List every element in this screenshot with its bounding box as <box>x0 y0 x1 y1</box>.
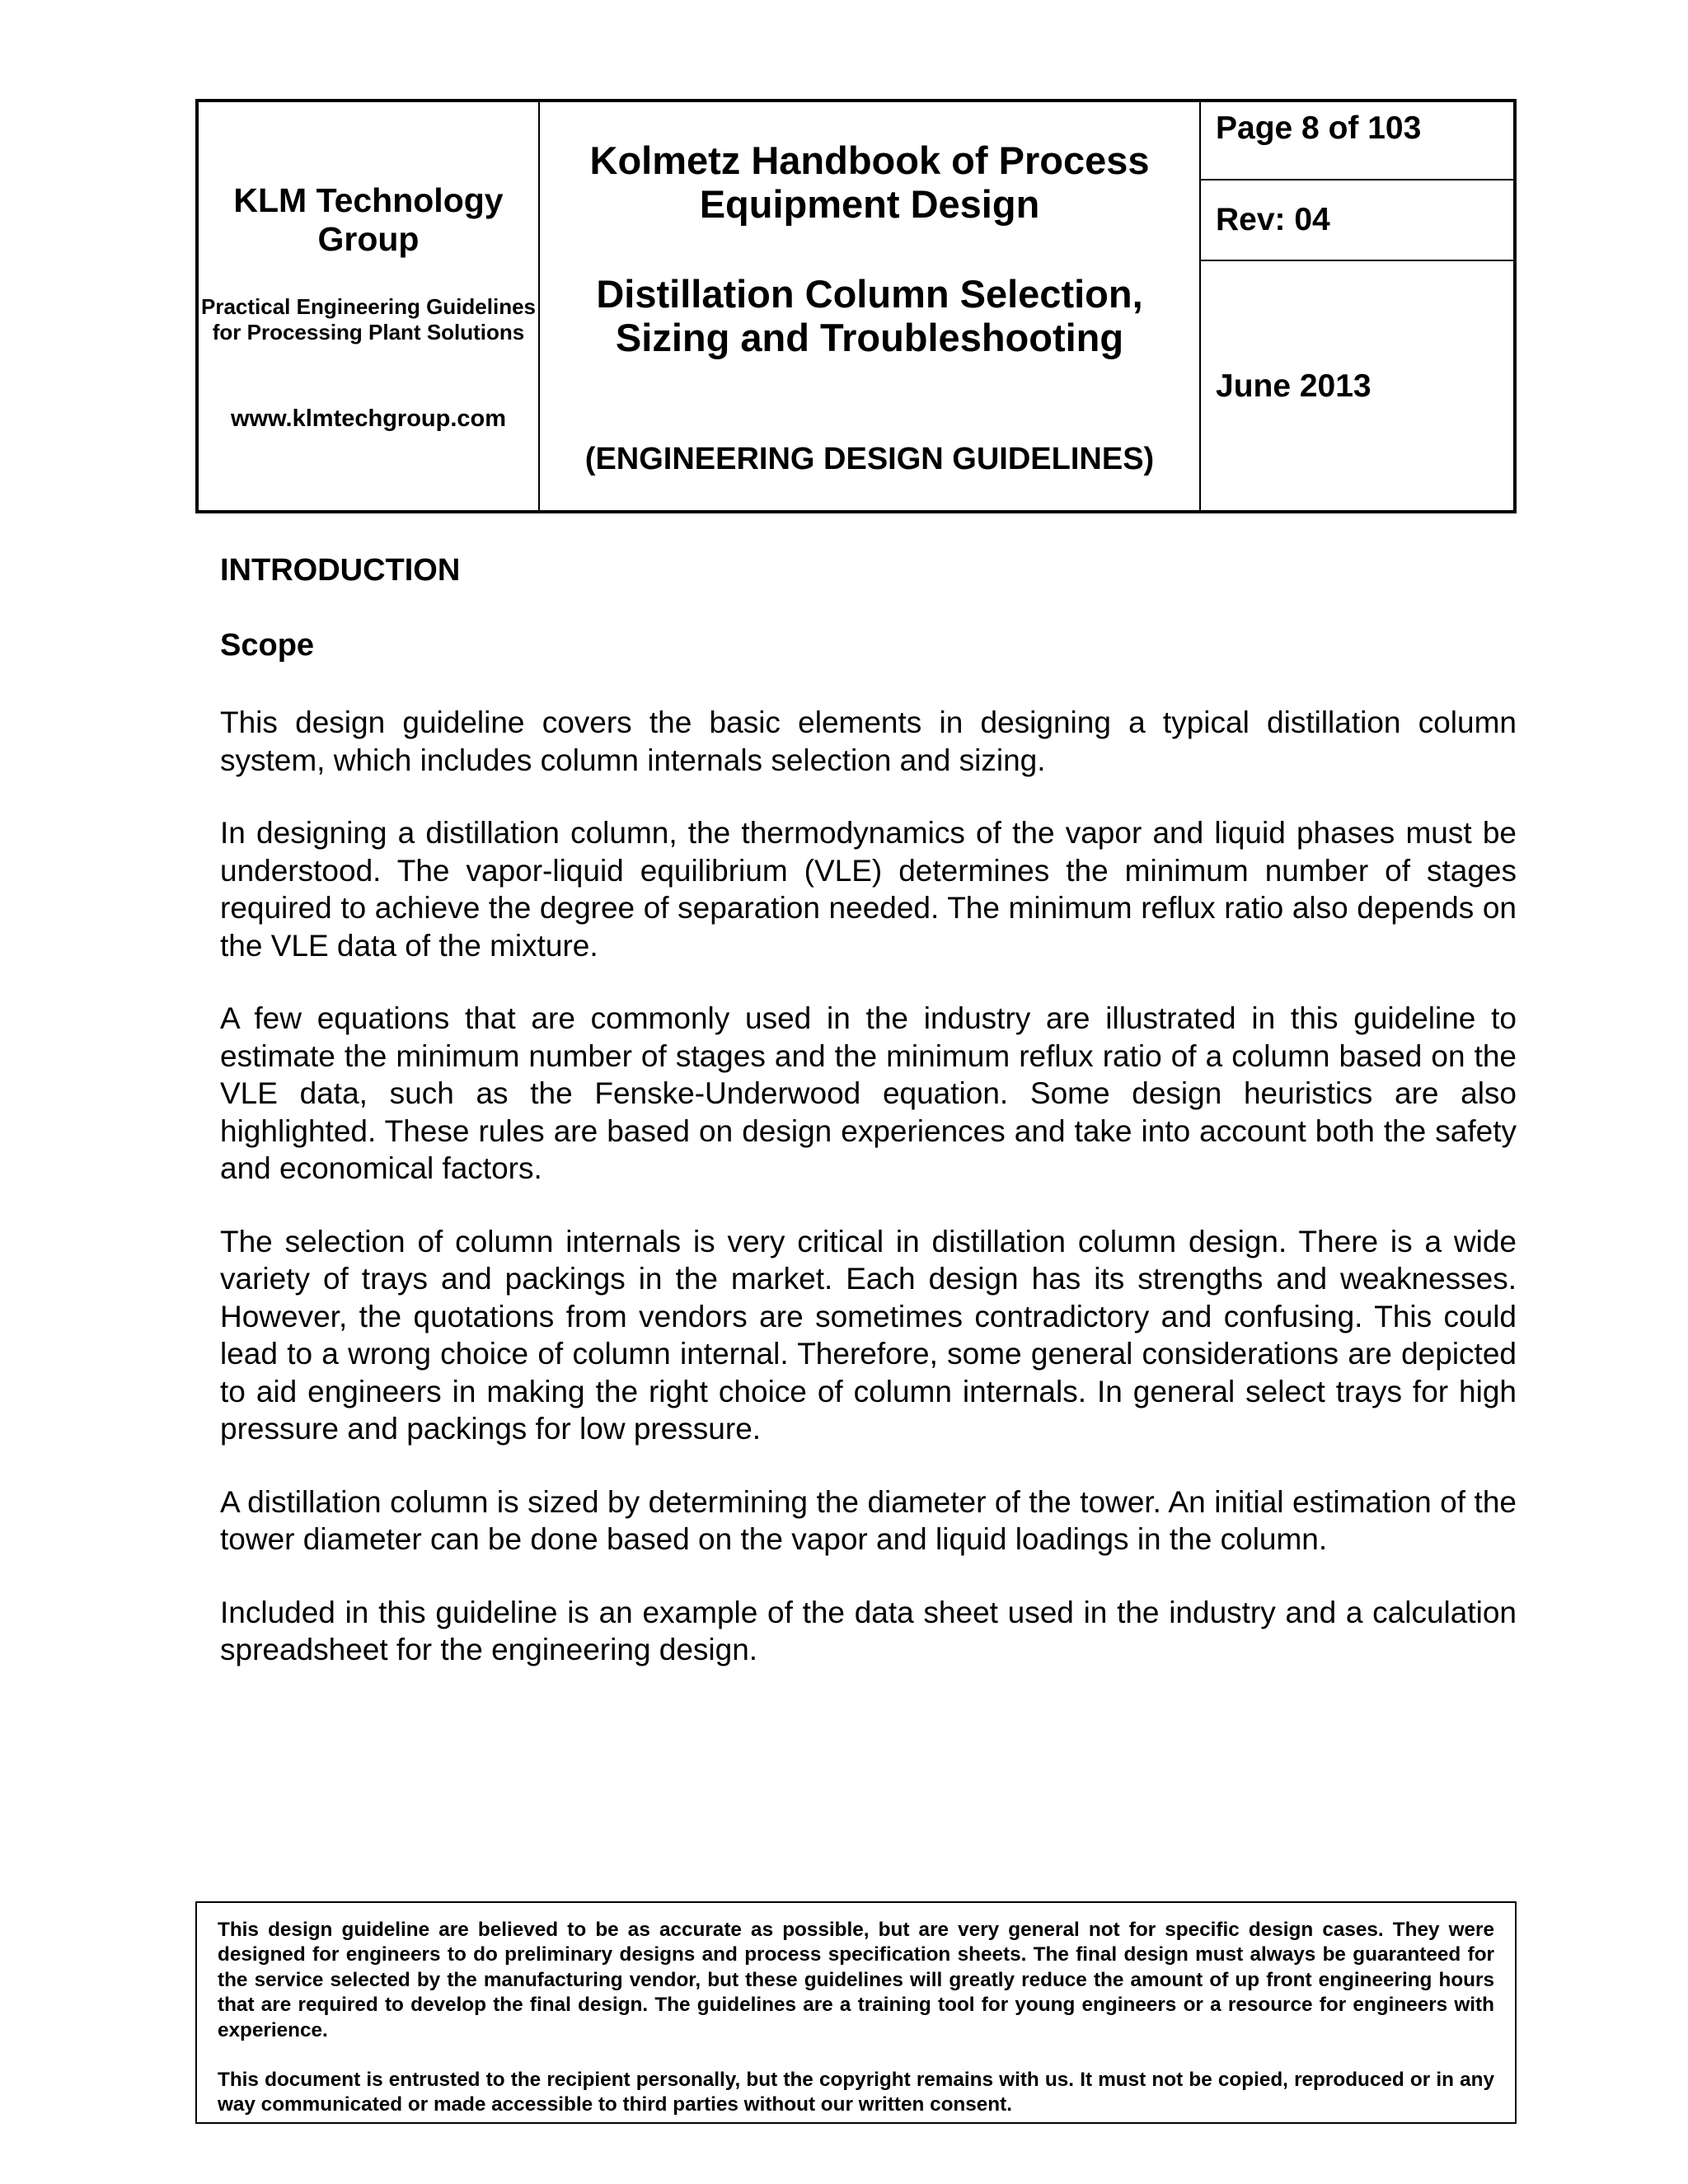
paragraph: This design guideline covers the basic elements in designing a typical distillation column system, which includes column internals selection and sizing. <box>220 705 1517 777</box>
paragraph: A few equations that are commonly used in the industry are illustrated in this guideline to estimate the minimum number of stages and the minimum reflux ratio of a column based on the VLE data, such as the Fenske-Underwood equation. Some design heuristics are also highlighted. These rules are based on design experiences and take into account both the safety and economical factors. <box>220 1001 1517 1185</box>
section-heading: INTRODUCTION <box>220 553 461 588</box>
company-website: www.klmtechgroup.com <box>230 405 507 432</box>
document-header <box>195 99 1517 513</box>
copyright-notice: This document is entrusted to the recipient personally, but the copyright remains with us. It must not be copied, reproduced or in any way communicated or made accessible to third parties without our written consent. <box>218 2069 1494 2116</box>
document-title: Distillation Column Selection, Sizing and Troubleshooting <box>596 272 1143 359</box>
handbook-title: Kolmetz Handbook of Process Equipment Design <box>589 138 1150 226</box>
document-date: June 2013 <box>1216 368 1372 404</box>
document-subtitle: (ENGINEERING DESIGN GUIDELINES) <box>584 442 1155 476</box>
meta-block <box>1201 102 1513 510</box>
company-tagline: Practical Engineering Guidelines for Processing Plant Solutions <box>200 294 536 344</box>
paragraph: Included in this guideline is an example of the data sheet used in the industry and a calculation spreadsheet for the engineering design. <box>220 1595 1517 1666</box>
paragraph: A distillation column is sized by determining the diameter of the tower. An initial estimation of the tower diameter can be done based on the vapor and liquid loadings in the column. <box>220 1484 1517 1556</box>
subsection-heading: Scope <box>220 628 315 663</box>
title-block <box>540 102 1201 510</box>
paragraph: The selection of column internals is very critical in distillation column design. There is a wide variety of trays and packings in the market. Each design has its strengths and weaknesses. However, the quotations from vendors are sometimes contradictory and confusing. This could lead to a wrong choice of column internal. Therefore, some general considerations are depicted to aid engineers in making the right choice of column internals. In general select trays for high pressure and packings for low pressure. <box>220 1224 1517 1446</box>
company-block <box>199 102 540 510</box>
company-name: KLM Technology Group <box>233 181 504 258</box>
paragraph: In designing a distillation column, the thermodynamics of the vapor and liquid phases must be understood. The vapor-liquid equilibrium (VLE) determines the minimum number of stages required to achieve the degree of separation needed. The minimum reflux ratio also depends on the VLE data of the mixture. <box>220 816 1517 963</box>
revision: Rev: 04 <box>1201 180 1513 261</box>
main-content <box>220 546 1517 1669</box>
disclaimer-box <box>195 1901 1517 2124</box>
page-number: Page 8 of 103 <box>1201 102 1513 180</box>
disclaimer-paragraph: This design guideline are believed to be as accurate as possible, but are very general not for specific design cases. They were designed for engineers to do preliminary designs and process specification sheets. The final design must always be guaranteed for the service selected by the manufacturing vendor, but these guidelines will greatly reduce the amount of up front engineering hours that are required to develop the final design. The guidelines are a training tool for young engineers or a resource for engineers with experience. <box>218 1919 1494 2041</box>
